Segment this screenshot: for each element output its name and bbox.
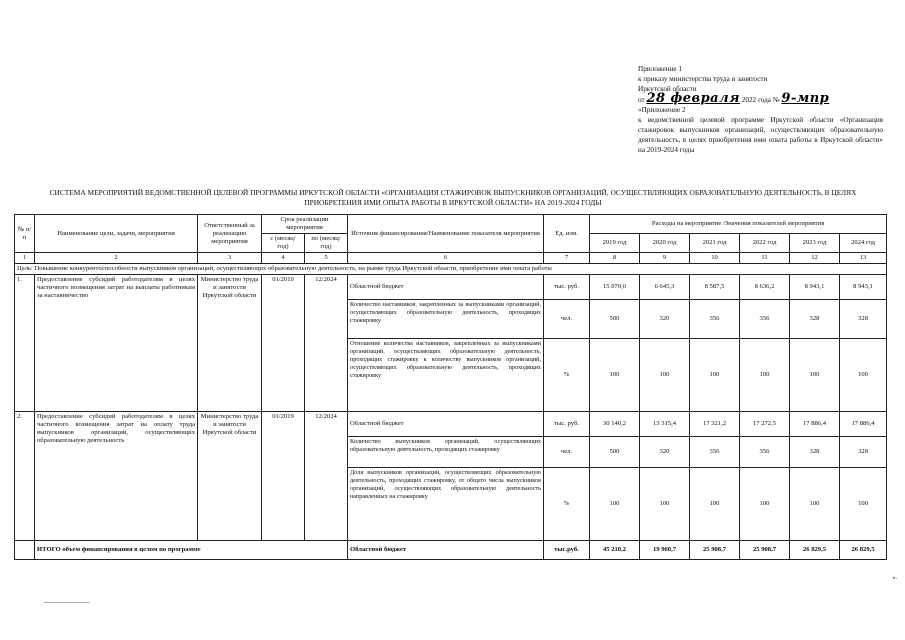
value-cell: 100 xyxy=(590,339,640,412)
year-header: 2020 год xyxy=(640,234,690,253)
source-cell: Количество выпускников организаций, осуществляющих образовательную деятельность, проходящих стажировку xyxy=(348,437,544,468)
value-cell: 15 070,0 xyxy=(590,275,640,300)
row-num: 1. xyxy=(15,275,35,412)
end-quote-mark: ». xyxy=(892,575,897,581)
value-cell: 8 587,5 xyxy=(690,275,740,300)
value-cell: 100 xyxy=(740,339,790,412)
approval-header xyxy=(638,64,883,155)
value-cell: 356 xyxy=(690,437,740,468)
index-cell: 12 xyxy=(790,253,840,264)
value-cell: 100 xyxy=(640,468,690,541)
header-line-3: Иркутской области xyxy=(638,85,697,93)
source-cell: Областной бюджет xyxy=(348,412,544,437)
col-source-header: Источник финансирования/Наименование показателя мероприятия xyxy=(348,215,544,253)
unit-cell: тыс. руб. xyxy=(544,275,590,300)
measures-table xyxy=(14,214,887,560)
index-cell: 10 xyxy=(690,253,740,264)
header-row-1 xyxy=(15,215,887,234)
index-cell: 8 xyxy=(590,253,640,264)
header-date-line xyxy=(638,91,883,106)
header-line-2: к приказу министерства труда и занятости xyxy=(638,75,768,83)
total-row xyxy=(15,541,887,560)
index-cell: 3 xyxy=(198,253,262,264)
total-source: Областной бюджет xyxy=(348,541,544,560)
index-cell: 7 xyxy=(544,253,590,264)
total-value: 25 908,7 xyxy=(690,541,740,560)
footnote-line: _____________ xyxy=(44,596,90,604)
col-num-header: № п/п xyxy=(15,215,35,253)
value-cell: 17 886,4 xyxy=(840,412,887,437)
value-cell: 328 xyxy=(840,300,887,339)
col-to-header: по (месяц/ год) xyxy=(305,234,348,253)
index-cell: 6 xyxy=(348,253,544,264)
table-row xyxy=(15,412,887,437)
value-cell: 356 xyxy=(740,437,790,468)
year-header: 2023 год xyxy=(790,234,840,253)
index-cell: 5 xyxy=(305,253,348,264)
value-cell: 30 140,2 xyxy=(590,412,640,437)
col-from-header: с (месяц/ год) xyxy=(262,234,305,253)
year-header: 2019 год xyxy=(590,234,640,253)
source-cell: Доля выпускников организаций, осуществляющих образовательную деятельность, проходящих стажировку, от общего числа выпускников организаций, осуществляющих образовательную деятельность направленных на стажировку xyxy=(348,468,544,541)
header-date-prefix: от xyxy=(638,96,645,104)
index-cell: 9 xyxy=(640,253,690,264)
measure-responsible: Министерство труда и занятости Иркутской области xyxy=(198,412,262,541)
source-cell: Областной бюджет xyxy=(348,275,544,300)
column-index-row xyxy=(15,253,887,264)
value-cell: 500 xyxy=(590,300,640,339)
row-num: 2. xyxy=(15,412,35,541)
goal-row xyxy=(15,264,887,275)
index-cell: 1 xyxy=(15,253,35,264)
value-cell: 8 636,2 xyxy=(740,275,790,300)
value-cell: 356 xyxy=(690,300,740,339)
index-cell: 13 xyxy=(840,253,887,264)
index-cell: 2 xyxy=(35,253,198,264)
total-value: 45 210,2 xyxy=(590,541,640,560)
value-cell: 320 xyxy=(640,300,690,339)
header-date-mid: 2022 года № xyxy=(741,96,780,104)
measure-name: Предоставление субсидий работодателям в целях частичного возмещения затрат на выплаты работникам за наставничество xyxy=(35,275,198,412)
value-cell: 328 xyxy=(790,437,840,468)
value-cell: 100 xyxy=(790,339,840,412)
value-cell: 13 315,4 xyxy=(640,412,690,437)
unit-cell: % xyxy=(544,468,590,541)
value-cell: 100 xyxy=(690,339,740,412)
header-line-6: к ведомственной целевой программе Иркутской области «Организация стажировок выпускников организаций, осуществляющих образовательную деятельность, в целях приобретения ими опыта работы в Иркутской области» на 2019-2024 годы xyxy=(638,116,883,154)
value-cell: 100 xyxy=(790,468,840,541)
measure-name: Предоставление субсидий работодателям в целях частичного возмещения затрат на оплату труда выпускников организаций, осуществляющих образовательную деятельность xyxy=(35,412,198,541)
unit-cell: тыс. руб. xyxy=(544,412,590,437)
total-value: 26 829,5 xyxy=(790,541,840,560)
year-header: 2021 год xyxy=(690,234,740,253)
value-cell: 17 321,2 xyxy=(690,412,740,437)
year-header: 2022 год xyxy=(740,234,790,253)
index-cell: 4 xyxy=(262,253,305,264)
source-cell: Отношение количества наставников, закрепленных за выпускниками организаций, осуществляющих образовательную деятельность, проходящих стажировку к количеству выпускников организаций, осуществляющих образовательную деятельность, проходящих стажировку xyxy=(348,339,544,412)
measure-responsible: Министерство труда и занятости Иркутской области xyxy=(198,275,262,412)
value-cell: 500 xyxy=(590,437,640,468)
goal-text: Цель: Повышение конкурентоспособности выпускников организаций, осуществляющих образовательную деятельность, на рынке труда Иркутской области, приобретение ими опыта работы xyxy=(15,264,887,275)
unit-cell: чел. xyxy=(544,437,590,468)
value-cell: 100 xyxy=(640,339,690,412)
col-period-header: Срок реализации мероприятия xyxy=(262,215,348,234)
value-cell: 356 xyxy=(740,300,790,339)
col-name-header: Наименование цели, задачи, мероприятия xyxy=(35,215,198,253)
value-cell: 328 xyxy=(840,437,887,468)
value-cell: 17 272,5 xyxy=(740,412,790,437)
unit-cell: чел. xyxy=(544,300,590,339)
unit-cell: % xyxy=(544,339,590,412)
header-line-1: Приложение 1 xyxy=(638,65,682,73)
value-cell: 100 xyxy=(590,468,640,541)
total-value: 26 829,5 xyxy=(840,541,887,560)
total-value: 19 960,7 xyxy=(640,541,690,560)
year-header: 2024 год xyxy=(840,234,887,253)
total-label: ИТОГО объем финансирования в целом по программе xyxy=(35,541,348,560)
handwritten-date: 28 февраля xyxy=(646,91,740,106)
measure-to: 12/2024 xyxy=(305,275,348,412)
value-cell: 100 xyxy=(740,468,790,541)
value-cell: 328 xyxy=(790,300,840,339)
value-cell: 17 886,4 xyxy=(790,412,840,437)
measure-from: 01/2019 xyxy=(262,412,305,541)
col-unit-header: Ед. изм. xyxy=(544,215,590,253)
measure-to: 12/2024 xyxy=(305,412,348,541)
total-value: 25 908,7 xyxy=(740,541,790,560)
col-expenses-header: Расходы на мероприятие /Значения показателей мероприятия xyxy=(590,215,887,234)
source-cell: Количество наставников, закрепленных за выпускниками организаций, осуществляющих образовательную деятельность, проходящих стажировку xyxy=(348,300,544,339)
value-cell: 100 xyxy=(690,468,740,541)
document-title: СИСТЕМА МЕРОПРИЯТИЙ ВЕДОМСТВЕННОЙ ЦЕЛЕВОЙ ПРОГРАММЫ ИРКУТСКОЙ ОБЛАСТИ «ОРГАНИЗАЦИЯ СТАЖИРОВОК ВЫПУСКНИКОВ ОРГАНИЗАЦИЙ, ОСУЩЕСТВЛЯЮЩИХ ОБРАЗОВАТЕЛЬНУЮ ДЕЯТЕЛЬНОСТЬ, В ЦЕЛЯХ ПРИОБРЕТЕНИЯ ИМИ ОПЫТА РАБОТЫ В ИРКУТСКОЙ ОБЛАСТИ» НА 2019-2024 ГОДЫ xyxy=(49,188,857,207)
value-cell: 6 645,3 xyxy=(640,275,690,300)
value-cell: 100 xyxy=(840,339,887,412)
handwritten-number: 9-мпр xyxy=(781,91,830,106)
col-resp-header: Ответственный за реализацию мероприятия xyxy=(198,215,262,253)
value-cell: 8 943,1 xyxy=(840,275,887,300)
measure-from: 01/2019 xyxy=(262,275,305,412)
value-cell: 100 xyxy=(840,468,887,541)
value-cell: 320 xyxy=(640,437,690,468)
header-line-5: «Приложение 2 xyxy=(638,106,686,114)
table-row xyxy=(15,275,887,300)
index-cell: 11 xyxy=(740,253,790,264)
value-cell: 8 943,1 xyxy=(790,275,840,300)
total-unit: тыс.руб. xyxy=(544,541,590,560)
